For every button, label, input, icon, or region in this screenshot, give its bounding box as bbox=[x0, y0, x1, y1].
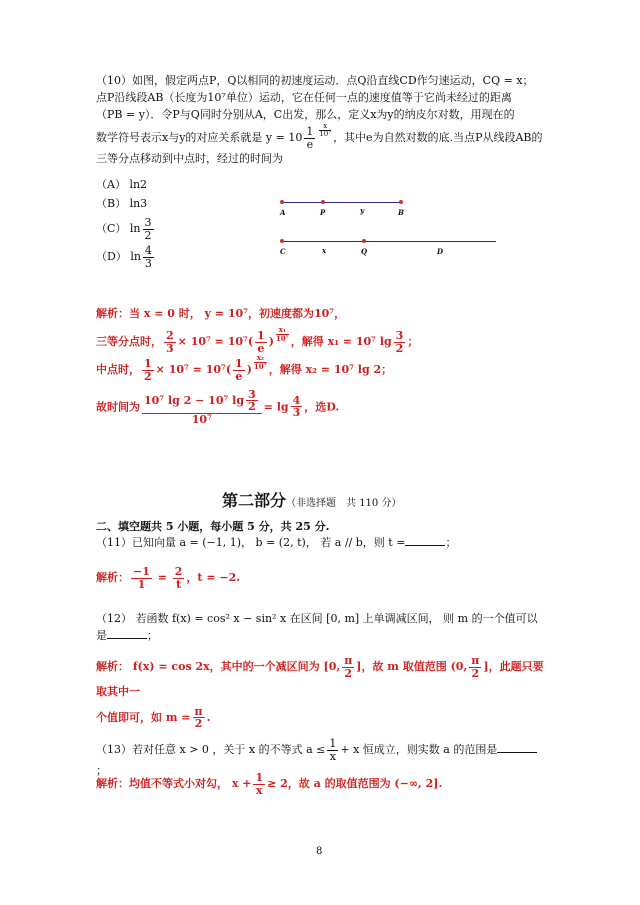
solution-11: 解析： $\frac{-1}{1}$ = $\frac{2}{t}$ ，t = −2. bbox=[96, 565, 241, 591]
answer-blank-11[interactable] bbox=[405, 535, 445, 546]
label-c: C bbox=[280, 247, 286, 256]
page-number: 8 bbox=[316, 846, 323, 857]
solution-13: 解析：均值不等式小对勾， x + $\frac{1}{x}$ ≥ 2，故 a 的取值范围为 (−∞, 2]. bbox=[96, 771, 443, 797]
point-c bbox=[280, 239, 284, 243]
answer-blank-12[interactable] bbox=[107, 628, 147, 639]
option-a: （A） ln2 bbox=[96, 178, 148, 191]
line-cd bbox=[282, 241, 496, 242]
q10-line1: （10）如图，假定两点P，Q以相同的初速度运动．点Q沿直线CD作匀速运动，CQ = x； bbox=[96, 74, 534, 87]
option-c: （C） ln $\frac{3}{2}$ bbox=[96, 216, 152, 242]
option-d: （D） ln $\frac{4}{3}$ bbox=[96, 244, 152, 271]
question-10 bbox=[96, 72, 546, 167]
label-p: P bbox=[320, 208, 326, 217]
answer-blank-13[interactable] bbox=[497, 742, 537, 753]
question-13: （13）若对任意 x > 0 ，关于 x 的不等式 a ≤ $\frac{1}{x}$ + x 恒成立，则实数 a 的范围是； bbox=[96, 738, 546, 779]
section-heading: 二、填空题共 5 小题，每小题 5 分，共 25 分. bbox=[96, 520, 330, 533]
question-12: （12） 若函数 f(x) = cos² x − sin² x 在区间 [0, m] 上单调减区间， 则 m 的一个值可以 是 ； bbox=[96, 612, 538, 643]
option-b: （B） ln3 bbox=[96, 196, 148, 210]
segment-ab bbox=[282, 202, 402, 203]
solution-10 bbox=[96, 302, 546, 425]
label-q: Q bbox=[361, 247, 368, 256]
sol10-line4: 故时间为 10⁷ lg 2 − 10⁷ lg $\frac{3}{2}$ 10⁷ = lg $\frac{4}{3}$ ，选D. bbox=[96, 387, 340, 426]
q10-line2: 点P沿线段AB（长度为10⁷单位）运动，它在任何一点的速度值等于它尚未经过的距离 bbox=[96, 91, 512, 105]
frac-1-over-e: $\frac{1}{e}$ bbox=[306, 125, 314, 151]
label-y: y bbox=[360, 206, 365, 215]
label-d: D bbox=[437, 247, 444, 256]
label-b: B bbox=[398, 208, 404, 217]
exponent-x-over-ten7: $\frac{x}{\text{10⁷}}$ bbox=[319, 122, 332, 139]
question-11: （11）已知向量 a = (−1, 1)， b = (2, t)， 若 a // b，则 t = ； bbox=[96, 536, 457, 549]
part2-title: 第二部分（非选择题 共 110 分） bbox=[222, 491, 402, 510]
point-a bbox=[280, 200, 284, 204]
point-p bbox=[321, 200, 325, 204]
q10-options bbox=[96, 176, 296, 270]
point-b bbox=[399, 200, 403, 204]
sol10-line2: 三等分点时， $\frac{2}{3}$ × 10⁷ = 10⁷( $\frac{1}{e}$ ) $\frac{\text{x₁}}{\text{10⁷}}$ ，解得 x₁ = 10⁷ lg $\frac{3}{2}$ ； bbox=[96, 325, 419, 355]
label-a: A bbox=[280, 208, 286, 217]
sol10-line1: 解析：当 x = 0 时， y = 10⁷，初速度都为10⁷， bbox=[96, 307, 346, 320]
q10-line5: 三等分点移动到中点时，经过的时间为 bbox=[96, 152, 283, 166]
q10-line4: 数学符号表示x与y的对应关系就是 y = 10 $\frac{1}{e}$ $\frac{x}{\text{10⁷}}$ ，其中e为自然对数的底.当点P从线段AB的 bbox=[96, 122, 543, 151]
sol10-line3: 中点时， $\frac{1}{2}$ × 10⁷ = 10⁷( $\frac{1}{e}$ ) $\frac{\text{x₂}}{\text{10⁷}}$ ，解得 x₂ = 10⁷ lg 2； bbox=[96, 353, 393, 383]
point-q bbox=[362, 239, 366, 243]
q10-line3: （PB = y）．令P与Q同时分别从A，C出发，那么，定义x为y的纳皮尔对数，用现在的 bbox=[96, 108, 515, 122]
label-x: x bbox=[322, 246, 327, 255]
solution-12: 解析： f(x) = cos 2x，其中的一个减区间为 [0, $\frac{\pi}{2}$ ]，故 m 取值范围 (0, $\frac{\pi}{2}$ ]，此题只要取其中一 个值即可，如 m = $\frac{\pi}{2}$ . bbox=[96, 653, 544, 731]
